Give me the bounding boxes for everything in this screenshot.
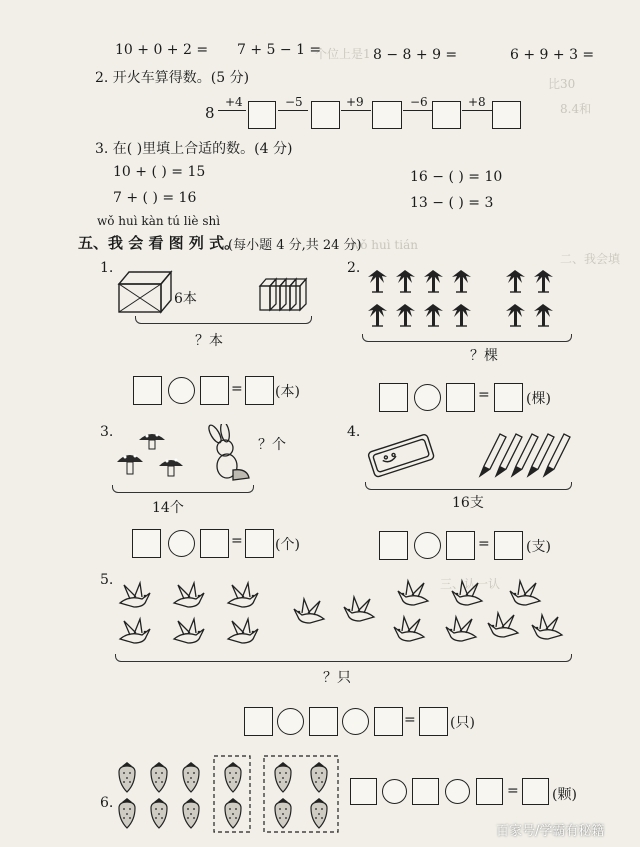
equals-sign: = [478, 536, 490, 552]
brace [362, 334, 572, 342]
answer-box[interactable] [132, 529, 161, 558]
problem-number: 2. [347, 260, 361, 276]
problem-number: 1. [100, 260, 114, 276]
answer-box[interactable] [248, 101, 276, 129]
unit-label: (个) [275, 537, 300, 553]
train-op: +9 [346, 95, 364, 109]
books-icon [258, 276, 308, 312]
operator-circle[interactable] [168, 530, 195, 557]
train-op: −6 [410, 95, 428, 109]
answer-box[interactable] [350, 778, 377, 805]
answer-box[interactable] [245, 376, 274, 405]
question-label: ？本 [195, 333, 223, 349]
operator-circle[interactable] [277, 708, 304, 735]
answer-box[interactable] [200, 529, 229, 558]
arrow-icon [403, 110, 433, 111]
operator-circle[interactable] [414, 532, 441, 559]
brace [365, 482, 572, 490]
section-points: (每小题 4 分,共 24 分) [228, 238, 362, 253]
answer-box[interactable] [379, 383, 408, 412]
equation: 10 + 0 + 2 = [115, 42, 209, 58]
mushrooms-icon [115, 430, 195, 482]
rabbit-icon [203, 424, 253, 484]
bleed-text: 二、我会填 [560, 252, 621, 266]
question-title: 3. 在( )里填上合适的数。(4 分) [95, 141, 293, 157]
brace [112, 485, 254, 493]
unit-label: (颗) [552, 787, 577, 803]
trees-icon [365, 262, 565, 334]
fill-equation[interactable]: 10 + ( ) = 15 [113, 164, 206, 180]
fill-equation[interactable]: 13 − ( ) = 3 [410, 195, 494, 211]
fill-equation[interactable]: 16 − ( ) = 10 [410, 169, 503, 185]
fill-equation[interactable]: 7 + ( ) = 16 [113, 190, 197, 206]
operator-circle[interactable] [414, 384, 441, 411]
equals-sign: = [231, 381, 243, 397]
train-op: +4 [225, 95, 243, 109]
answer-box[interactable] [494, 531, 523, 560]
answer-box[interactable] [133, 376, 162, 405]
pencils-icon [478, 432, 574, 480]
answer-box[interactable] [446, 383, 475, 412]
train-op: +8 [468, 95, 486, 109]
problem-number: 4. [347, 424, 361, 440]
operator-circle[interactable] [342, 708, 369, 735]
brace [135, 316, 312, 324]
answer-box[interactable] [446, 531, 475, 560]
section-title: 五、我 会 看 图 列 式。 [78, 234, 240, 252]
unit-label: (本) [275, 384, 300, 400]
unit-label: (支) [526, 539, 551, 555]
answer-box[interactable] [372, 101, 402, 129]
question-label: ？只 [323, 670, 351, 686]
answer-box[interactable] [245, 529, 274, 558]
bleed-text: wǒ huì tián [350, 238, 418, 252]
arrow-icon [462, 110, 492, 111]
answer-box[interactable] [476, 778, 503, 805]
question-label: ？个 [258, 437, 286, 453]
answer-box[interactable] [419, 707, 448, 736]
operator-circle[interactable] [168, 377, 195, 404]
bleed-text: 三、认一认 [440, 577, 501, 591]
bleed-text: 8.4和 [560, 102, 592, 116]
pencil-case-icon [366, 430, 440, 480]
question-label: ？棵 [470, 348, 498, 364]
answer-box[interactable] [522, 778, 549, 805]
brace [115, 654, 572, 662]
bleed-text: 个位上是1 [315, 47, 371, 61]
operator-circle[interactable] [382, 779, 407, 804]
arrow-icon [218, 110, 246, 111]
equation: 8 − 8 + 9 = [373, 47, 458, 63]
answer-box[interactable] [311, 101, 340, 129]
answer-box[interactable] [374, 707, 403, 736]
arrow-icon [278, 110, 308, 111]
arrow-icon [341, 110, 371, 111]
equals-sign: = [231, 533, 243, 549]
train-op: −5 [285, 95, 303, 109]
book-bundle-icon [115, 268, 175, 316]
birds-icon [112, 575, 572, 655]
equals-sign: = [404, 712, 416, 728]
problem-number: 6. [100, 795, 114, 811]
unit-label: (棵) [526, 391, 551, 407]
problem-number: 3. [100, 424, 114, 440]
equation: 7 + 5 − 1 = [237, 42, 322, 58]
train-start: 8 [205, 104, 215, 122]
total-label: 16支 [452, 495, 484, 511]
watermark: 百家号/学霸有秘籍 [496, 824, 605, 839]
answer-box[interactable] [412, 778, 439, 805]
operator-circle[interactable] [445, 779, 470, 804]
answer-box[interactable] [244, 707, 273, 736]
question-title: 2. 开火车算得数。(5 分) [95, 70, 250, 86]
answer-box[interactable] [494, 383, 523, 412]
unit-label: (只) [450, 715, 475, 731]
answer-box[interactable] [379, 531, 408, 560]
equals-sign: = [507, 783, 519, 799]
bleed-text: 比30 [548, 77, 576, 91]
equation: 6 + 9 + 3 = [510, 47, 595, 63]
total-label: 14个 [152, 500, 184, 516]
equals-sign: = [478, 387, 490, 403]
answer-box[interactable] [432, 101, 461, 129]
book-count-label: 6本 [174, 291, 197, 307]
section-pinyin: wǒ huì kàn tú liè shì [97, 214, 221, 228]
answer-box[interactable] [200, 376, 229, 405]
answer-box[interactable] [492, 101, 521, 129]
strawberries-icon [114, 752, 342, 836]
problem-number: 5. [100, 572, 114, 588]
answer-box[interactable] [309, 707, 338, 736]
